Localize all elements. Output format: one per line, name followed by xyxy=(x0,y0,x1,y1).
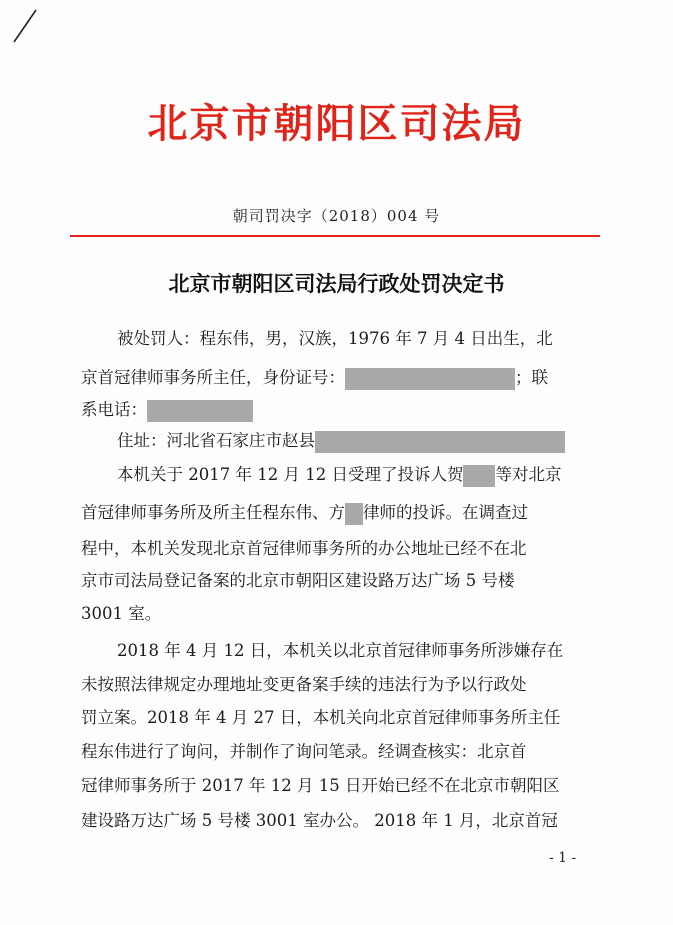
text-line xyxy=(81,367,548,390)
text-segment: 等对北京 xyxy=(495,465,562,484)
redaction-block xyxy=(463,465,495,487)
text-line: 冠律师事务所于 2017 年 12 月 15 日开始已经不在北京市朝阳区 xyxy=(81,776,560,795)
redaction-block xyxy=(345,503,363,525)
pen-mark xyxy=(10,6,40,46)
text-line: 罚立案。2018 年 4 月 27 日，本机关向北京首冠律师事务所主任 xyxy=(81,708,561,727)
page-number: - 1 - xyxy=(549,850,577,866)
text-segment: 首冠律师事务所及所主任程东伟、方 xyxy=(81,503,345,522)
text-line xyxy=(117,464,561,487)
redaction-block xyxy=(315,431,565,453)
red-divider xyxy=(70,235,600,237)
redaction-block xyxy=(147,400,253,422)
text-line xyxy=(117,430,565,453)
text-segment: 本机关于 2017 年 12 月 12 日受理了投诉人贺 xyxy=(117,465,464,484)
text-segment: 京首冠律师事务所主任，身份证号： xyxy=(81,368,345,387)
text-line: 程东伟进行了询问，并制作了询问笔录。经调查核实：北京首 xyxy=(81,742,527,761)
text-line xyxy=(81,399,253,422)
agency-letterhead: 北京市朝阳区司法局 xyxy=(147,100,526,147)
text-segment: 住址：河北省石家庄市赵县 xyxy=(117,431,315,450)
text-line: 程中，本机关发现北京首冠律师事务所的办公地址已经不在北 xyxy=(81,539,527,558)
document-number: 朝司罚决字（2018）004 号 xyxy=(232,207,441,225)
text-line: 被处罚人：程东伟，男，汉族，1976 年 7 月 4 日出生，北 xyxy=(117,329,553,348)
text-segment: ；联 xyxy=(515,368,548,387)
text-segment: 系电话： xyxy=(81,400,147,419)
text-segment: 律师的投诉。在调查过 xyxy=(363,503,528,522)
redaction-block xyxy=(345,368,515,390)
text-line: 2018 年 4 月 12 日，本机关以北京首冠律师事务所涉嫌存在 xyxy=(117,641,564,660)
text-line: 建设路万达广场 5 号楼 3001 室办公。 2018 年 1 月，北京首冠 xyxy=(81,811,558,830)
text-line: 京市司法局登记备案的北京市朝阳区建设路万达广场 5 号楼 xyxy=(81,571,515,590)
text-line xyxy=(81,502,528,525)
text-line: 未按照法律规定办理地址变更备案手续的违法行为予以行政处 xyxy=(81,675,527,694)
text-line: 3001 室。 xyxy=(81,604,162,623)
document-title: 北京市朝阳区司法局行政处罚决定书 xyxy=(168,271,505,296)
